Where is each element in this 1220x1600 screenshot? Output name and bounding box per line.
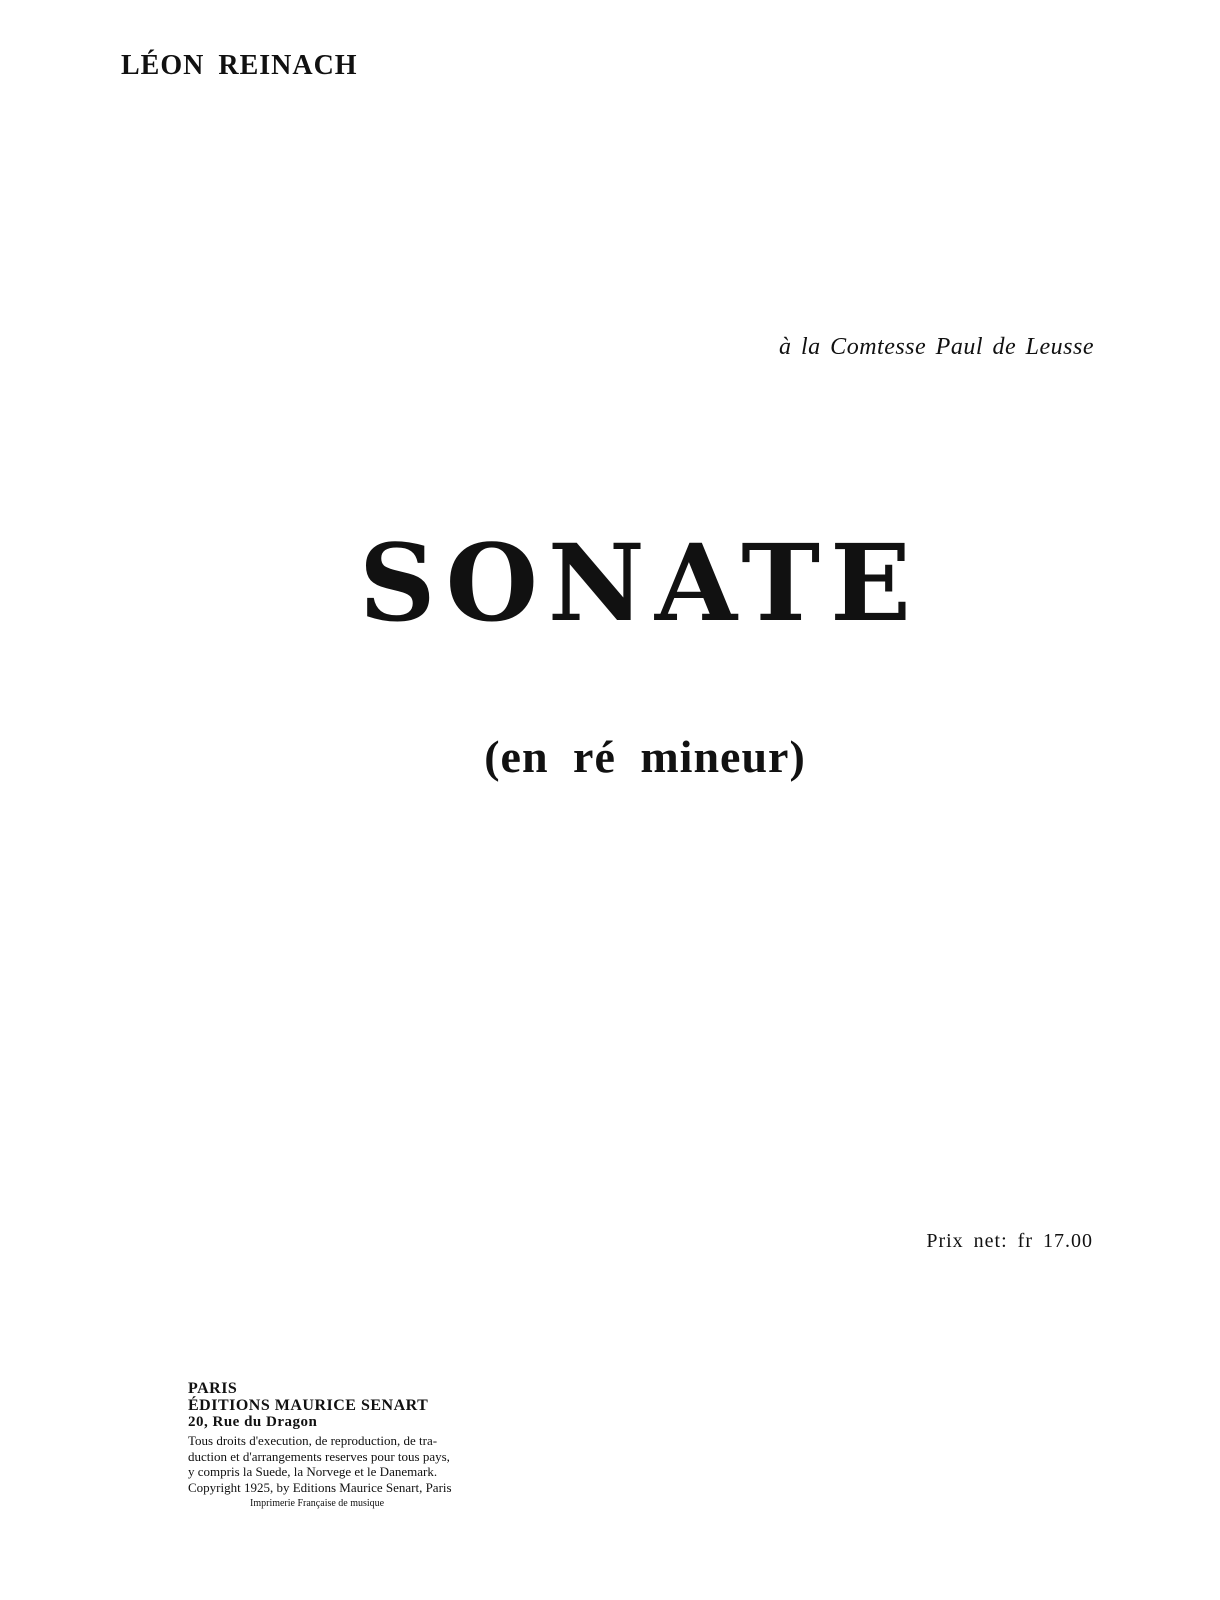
dedication: à la Comtesse Paul de Leusse — [779, 334, 1094, 360]
rights-line: y compris la Suede, la Norvege et le Danemark. — [188, 1464, 438, 1479]
publisher-block — [188, 1380, 528, 1511]
rights-line: duction et d'arrangements reserves pour tous pays, — [188, 1448, 450, 1464]
rights-line: Tous droits d'execution, de reproduction, de tra- — [188, 1433, 438, 1448]
work-key: (en ré mineur) — [484, 731, 806, 782]
publisher-name: ÉDITIONS MAURICE SENART — [188, 1397, 429, 1414]
composer-name: LÉON REINACH — [121, 50, 358, 81]
work-title: SONATE — [359, 520, 921, 645]
rights-notice — [188, 1433, 528, 1495]
price-label: Prix net: fr 17.00 — [926, 1230, 1093, 1252]
publisher-city: PARIS — [188, 1380, 238, 1397]
printer-credit: Imprimerie Française de musique — [250, 1498, 385, 1509]
publisher-address: 20, Rue du Dragon — [188, 1414, 318, 1430]
rights-line: Copyright 1925, by Editions Maurice Senart, Paris — [188, 1479, 452, 1495]
